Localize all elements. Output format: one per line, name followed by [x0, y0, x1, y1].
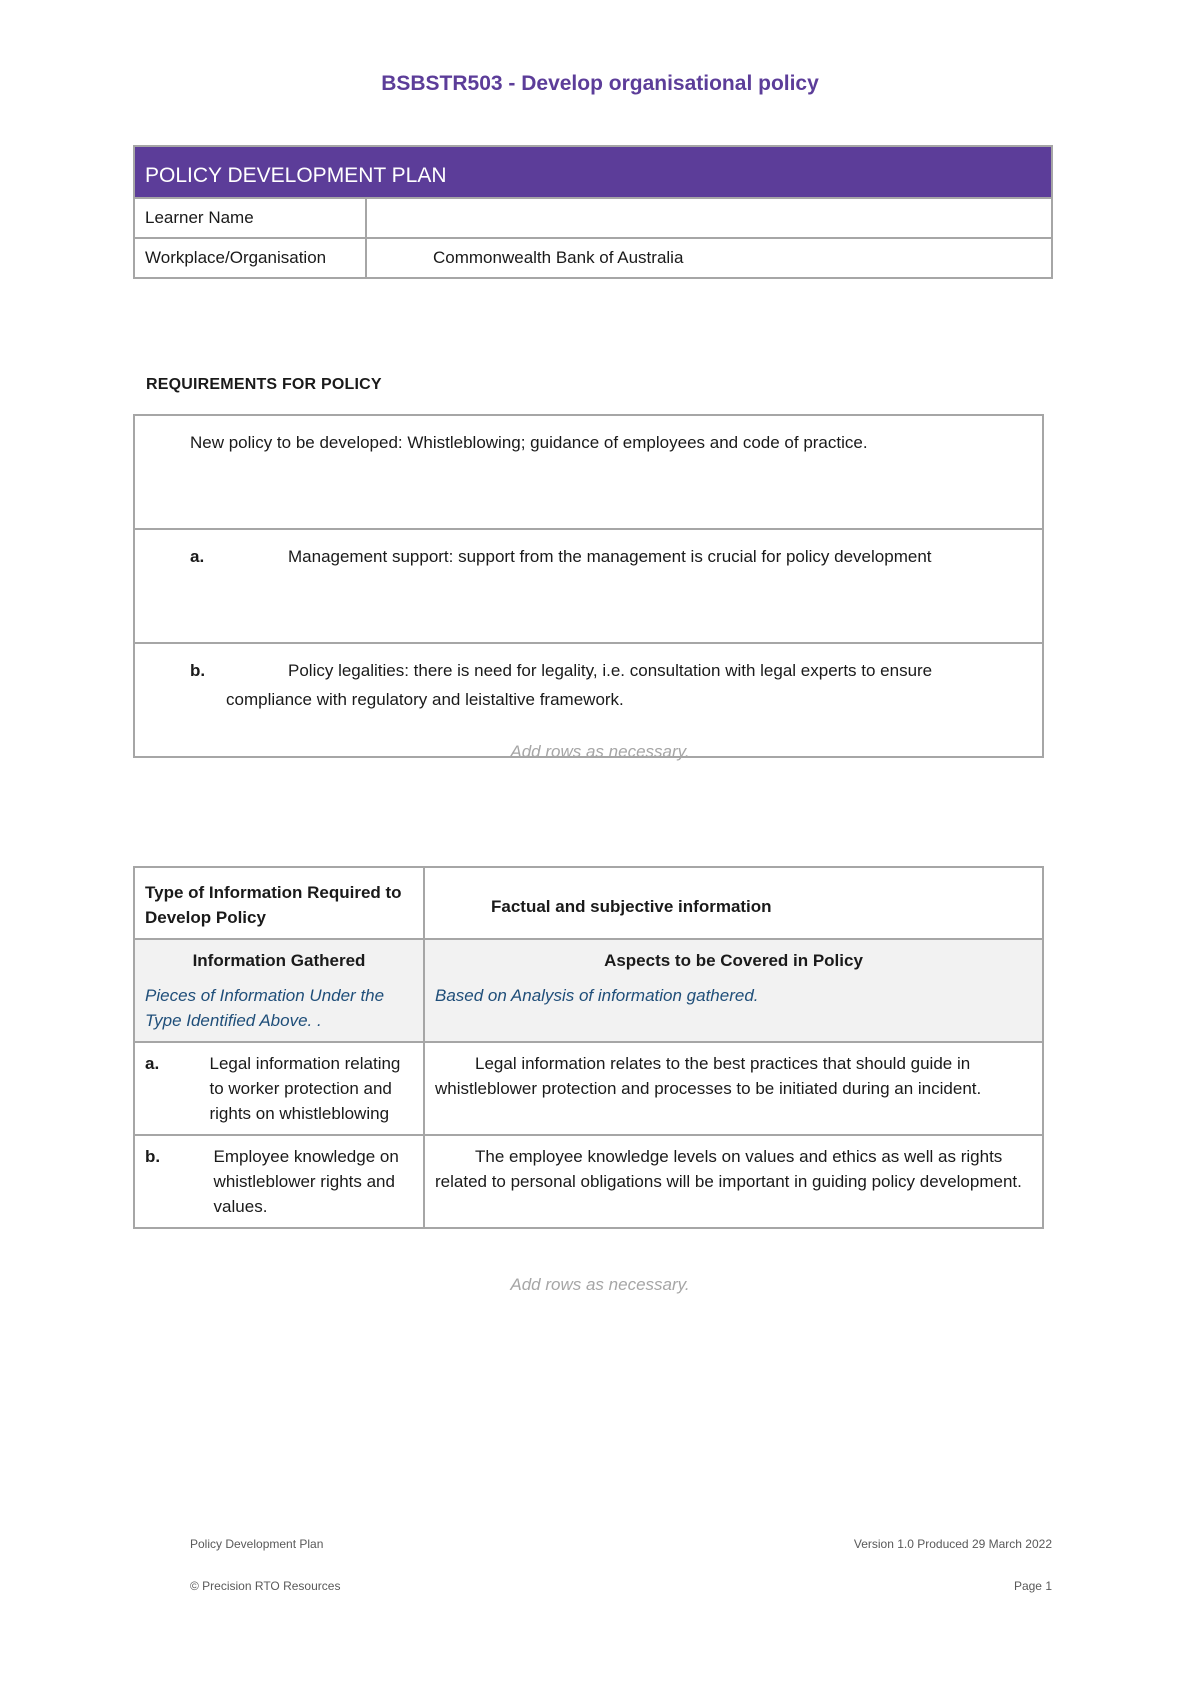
table-row — [134, 1135, 1043, 1228]
table-row — [134, 415, 1043, 529]
learner-name-label: Learner Name — [134, 198, 366, 238]
workplace-label: Workplace/Organisation — [134, 238, 366, 278]
info-gathered-text: Legal information relating to worker protection and rights on whistleblowing — [209, 1054, 401, 1123]
info-gathered-text: Employee knowledge on whistleblower rights and values. — [213, 1147, 399, 1216]
learner-name-field[interactable] — [366, 198, 1052, 238]
requirements-table — [133, 414, 1044, 758]
table-row — [134, 867, 1043, 939]
col1-subheader: Pieces of Information Under the Type Identified Above. . — [145, 986, 385, 1030]
footer-version: Version 1.0 Produced 29 March 2022 — [853, 1537, 1052, 1551]
requirements-intro: New policy to be developed: Whistleblowing; guidance of employees and code of practice. — [190, 433, 868, 452]
item-marker: b. — [145, 1147, 161, 1166]
table-row — [134, 643, 1043, 757]
table-row — [134, 1042, 1043, 1135]
col1-header: Information Gathered — [192, 951, 366, 970]
aspect-text: The employee knowledge levels on values and ethics as well as rights related to personal obligations will be important in guiding policy development. — [435, 1147, 1022, 1191]
add-rows-note: Add rows as necessary. — [510, 1275, 690, 1294]
table-row — [134, 238, 1052, 278]
info-type-value: Factual and subjective information — [424, 867, 1043, 939]
item-marker: b. — [190, 661, 206, 680]
table-row — [134, 198, 1052, 238]
add-rows-note: Add rows as necessary. — [510, 742, 690, 761]
requirements-heading: REQUIREMENTS FOR POLICY — [146, 376, 382, 393]
document-title: BSBSTR503 - Develop organisational policy — [381, 72, 819, 95]
requirement-text: Policy legalities: there is need for legality, i.e. consultation with legal experts to ensure — [288, 661, 933, 680]
workplace-field[interactable]: Commonwealth Bank of Australia — [366, 238, 1052, 278]
footer-page-number: Page 1 — [1013, 1579, 1052, 1593]
aspect-text: Legal information relates to the best practices that should guide in whistleblower protection and processes to be initiated during an incident. — [435, 1054, 982, 1098]
table-row — [134, 939, 1043, 1042]
item-marker: a. — [190, 547, 205, 566]
plan-header: POLICY DEVELOPMENT PLAN — [134, 146, 1052, 198]
requirement-text: Management support: support from the management is crucial for policy development — [288, 547, 932, 566]
table-row — [134, 529, 1043, 643]
footer-copyright: © Precision RTO Resources — [190, 1579, 341, 1593]
requirement-text-continuation: compliance with regulatory and leistaltive framework. — [226, 690, 624, 709]
info-type-label: Type of Information Required to Develop Policy — [134, 867, 424, 939]
item-marker: a. — [145, 1054, 160, 1073]
col2-subheader: Based on Analysis of information gathered. — [435, 986, 759, 1005]
col2-header: Aspects to be Covered in Policy — [604, 951, 863, 970]
information-table — [133, 866, 1044, 1229]
footer-doc-name: Policy Development Plan — [190, 1537, 324, 1551]
policy-plan-table — [133, 145, 1053, 279]
